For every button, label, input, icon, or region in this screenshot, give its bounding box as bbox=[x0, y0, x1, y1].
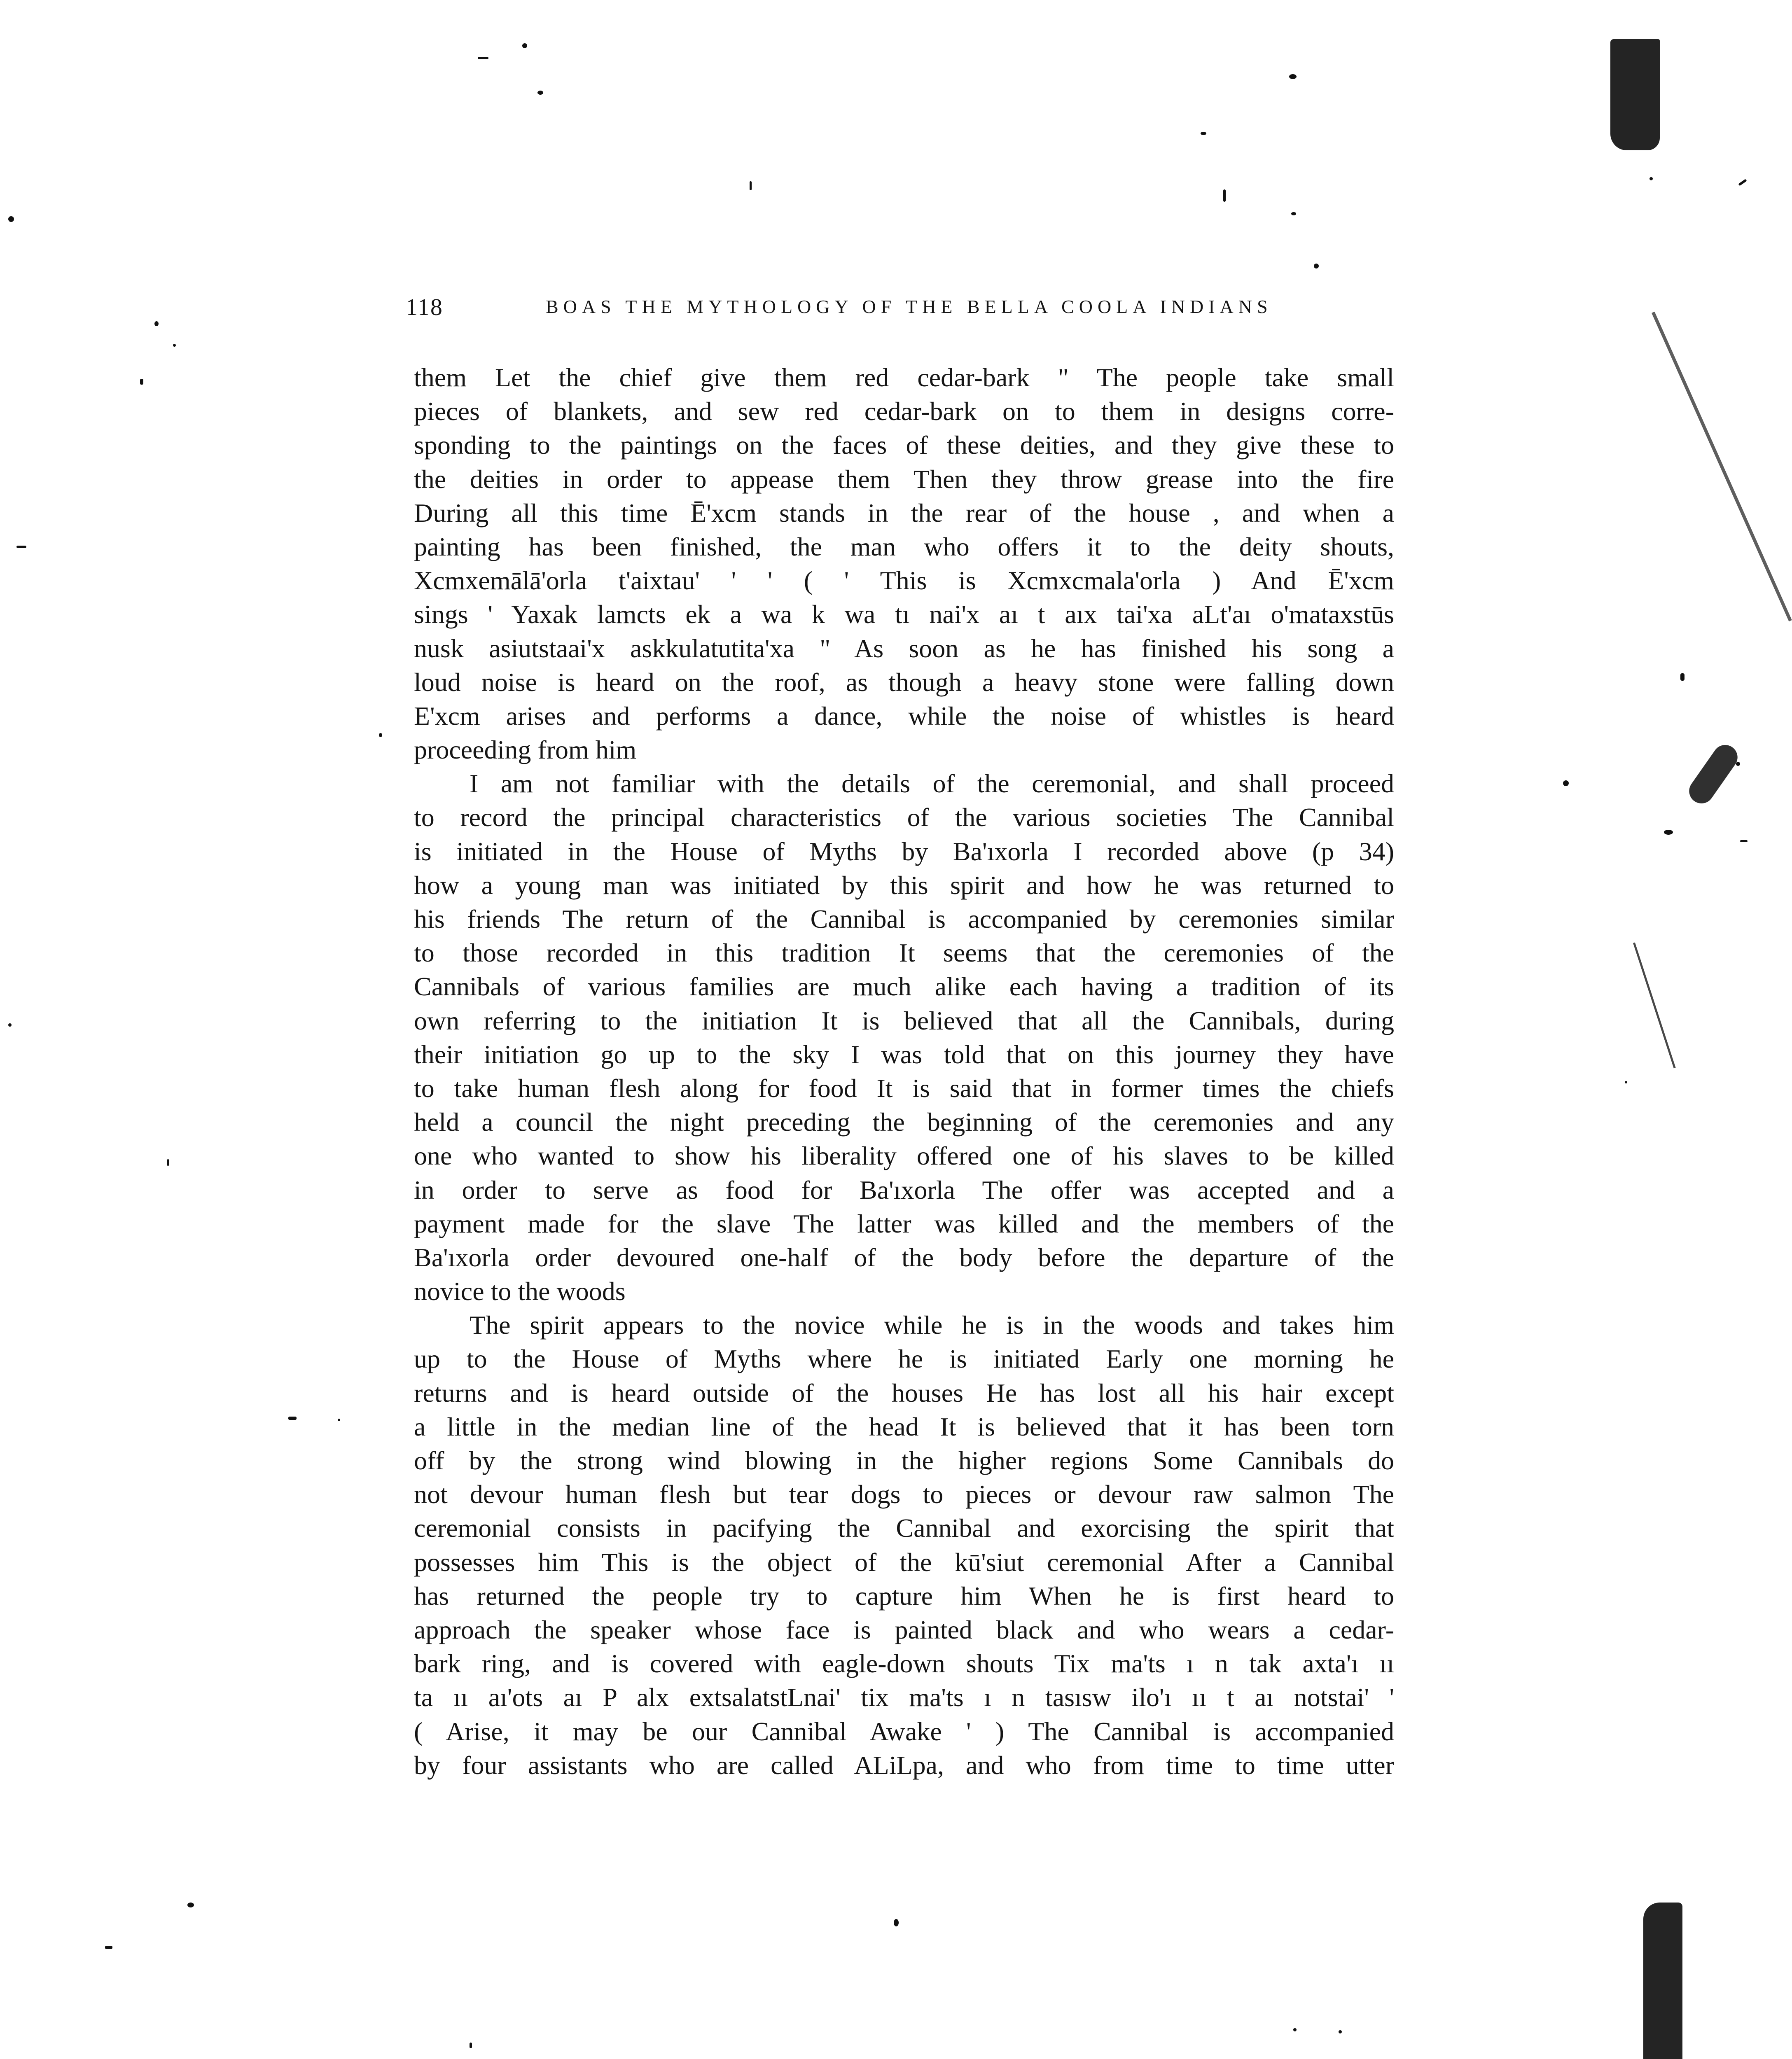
scan-speck bbox=[288, 1417, 297, 1420]
scan-speck bbox=[338, 1419, 340, 1421]
text-line: returns and is heard outside of the houses He has lost all his hair except bbox=[414, 1378, 1394, 1408]
text-line: off by the strong wind blowing in the higher regions Some Cannibals do bbox=[414, 1446, 1394, 1475]
text-line: payment made for the slave The latter was killed and the members of the bbox=[414, 1209, 1394, 1238]
text-line: The spirit appears to the novice while he is in the woods and takes him bbox=[470, 1310, 1394, 1340]
scan-speck bbox=[1201, 132, 1206, 135]
text-line: painting has been finished, the man who offers it to the deity shouts, bbox=[414, 532, 1394, 561]
text-line: up to the House of Myths where he is initiated Early one morning he bbox=[414, 1344, 1394, 1374]
text-line: bark ring, and is covered with eagle-down shouts Tix ma'ts ı n tak axta'ı ıı bbox=[414, 1649, 1394, 1678]
running-head bbox=[406, 293, 1394, 326]
scan-blot-middle bbox=[1685, 740, 1743, 808]
text-line: a little in the median line of the head It is believed that it has been torn bbox=[414, 1412, 1394, 1441]
scan-speck bbox=[1649, 177, 1653, 180]
text-line: During all this time Ē'xcm stands in the rear of the house , and when a bbox=[414, 498, 1394, 528]
text-line: own referring to the initiation It is believed that all the Cannibals, during bbox=[414, 1006, 1394, 1035]
scan-speck bbox=[187, 1903, 194, 1907]
text-line: ta ıı aı'ots aı P alx extsalatstLnai' tix ma'ts ı n tasısw ilo'ı ıı t aı notstai' ' bbox=[414, 1683, 1394, 1712]
scan-speck bbox=[522, 43, 527, 48]
text-line: to record the principal characteristics of the various societies The Cannibal bbox=[414, 803, 1394, 832]
text-line: sponding to the paintings on the faces of these deities, and they give these to bbox=[414, 430, 1394, 460]
scan-speck bbox=[1680, 673, 1685, 681]
scan-speck bbox=[8, 216, 14, 222]
text-line: E'xcm arises and performs a dance, while the noise of whistles is heard bbox=[414, 701, 1394, 731]
scan-speck bbox=[8, 1023, 12, 1027]
text-line: pieces of blankets, and sew red cedar-bark on to them in designs corre- bbox=[414, 397, 1394, 426]
scan-speck bbox=[1738, 179, 1747, 186]
text-line: nusk asiutstaai'x askkulatutita'xa " As soon as he has finished his song a bbox=[414, 633, 1394, 663]
text-line: novice to the woods bbox=[414, 1277, 626, 1306]
scan-speck bbox=[537, 91, 543, 95]
text-line: in order to serve as food for Ba'ıxorla The offer was accepted and a bbox=[414, 1175, 1394, 1205]
scan-speck bbox=[1223, 189, 1226, 202]
scan-speck bbox=[105, 1946, 112, 1949]
scan-speck bbox=[16, 546, 26, 548]
text-line: the deities in order to appease them Then they throw grease into the fire bbox=[414, 464, 1394, 494]
scan-speck bbox=[1314, 264, 1319, 268]
scan-speck bbox=[1563, 780, 1569, 786]
text-line: sings ' Yaxak lamcts ek a wa k wa tı nai'x aı t aıx tai'xa aLt'aı o'mataxstūs bbox=[414, 600, 1394, 629]
text-line: approach the speaker whose face is painted black and who wears a cedar- bbox=[414, 1615, 1394, 1644]
scan-streak-lower bbox=[1633, 942, 1676, 1068]
scan-speck bbox=[1291, 212, 1296, 215]
text-line: not devour human flesh but tear dogs to pieces or devour raw salmon The bbox=[414, 1480, 1394, 1509]
text-line: is initiated in the House of Myths by Ba'ıxorla I recorded above (p 34) bbox=[414, 836, 1394, 866]
text-line: them Let the chief give them red cedar-bark " The people take small bbox=[414, 363, 1394, 392]
text-line: Ba'ıxorla order devoured one-half of the body before the departure of the bbox=[414, 1242, 1394, 1272]
text-line: loud noise is heard on the roof, as though a heavy stone were falling down bbox=[414, 667, 1394, 697]
text-line: by four assistants who are called ALiLpa, and who from time to time utter bbox=[414, 1750, 1394, 1780]
text-line: his friends The return of the Cannibal is accompanied by ceremonies similar bbox=[414, 904, 1394, 934]
scan-blot-bottom bbox=[1643, 1903, 1682, 2059]
text-line: held a council the night preceding the beginning of the ceremonies and any bbox=[414, 1107, 1394, 1137]
scan-speck bbox=[478, 57, 488, 59]
page-number: 118 bbox=[406, 294, 443, 320]
scan-speck bbox=[379, 733, 382, 737]
scan-speck bbox=[470, 2043, 472, 2048]
text-line: possesses him This is the object of the kū'siut ceremonial After a Cannibal bbox=[414, 1547, 1394, 1577]
scan-speck bbox=[1664, 830, 1673, 835]
scan-streak-upper bbox=[1652, 312, 1792, 621]
text-line: to take human flesh along for food It is said that in former times the chiefs bbox=[414, 1073, 1394, 1103]
scan-speck bbox=[1736, 762, 1740, 766]
scan-speck bbox=[1740, 840, 1748, 842]
scan-speck bbox=[894, 1919, 899, 1926]
scan-speck bbox=[173, 344, 176, 347]
text-line: Xcmxemālā'orla t'aixtau' ' ' ( ' This is Xcmxcmala'orla ) And Ē'xcm bbox=[414, 566, 1394, 595]
scan-speck bbox=[1625, 1081, 1627, 1083]
scan-blot-top bbox=[1610, 39, 1660, 150]
scan-speck bbox=[167, 1159, 169, 1166]
text-line: ( Arise, it may be our Cannibal Awake ' ) The Cannibal is accompanied bbox=[414, 1716, 1394, 1746]
body-text bbox=[414, 361, 1394, 1782]
scan-speck bbox=[154, 321, 159, 326]
text-line: one who wanted to show his liberality offered one of his slaves to be killed bbox=[414, 1141, 1394, 1171]
text-line: ceremonial consists in pacifying the Cannibal and exorcising the spirit that bbox=[414, 1513, 1394, 1543]
scan-speck bbox=[750, 181, 752, 190]
scan-speck bbox=[1289, 74, 1297, 79]
text-line: their initiation go up to the sky I was told that on this journey they have bbox=[414, 1039, 1394, 1069]
scan-speck bbox=[1339, 2030, 1342, 2033]
text-line: has returned the people try to capture him When he is first heard to bbox=[414, 1581, 1394, 1611]
text-line: Cannibals of various families are much alike each having a tradition of its bbox=[414, 972, 1394, 1001]
scan-speck bbox=[140, 379, 143, 385]
text-line: I am not familiar with the details of the ceremonial, and shall proceed bbox=[470, 769, 1394, 798]
text-line: to those recorded in this tradition It seems that the ceremonies of the bbox=[414, 938, 1394, 968]
text-line: proceeding from him bbox=[414, 735, 637, 765]
scan-speck bbox=[1293, 2028, 1297, 2031]
running-title: BOAS THE MYTHOLOGY OF THE BELLA COOLA INDIANS bbox=[546, 296, 1273, 317]
text-line: how a young man was initiated by this spirit and how he was returned to bbox=[414, 870, 1394, 900]
